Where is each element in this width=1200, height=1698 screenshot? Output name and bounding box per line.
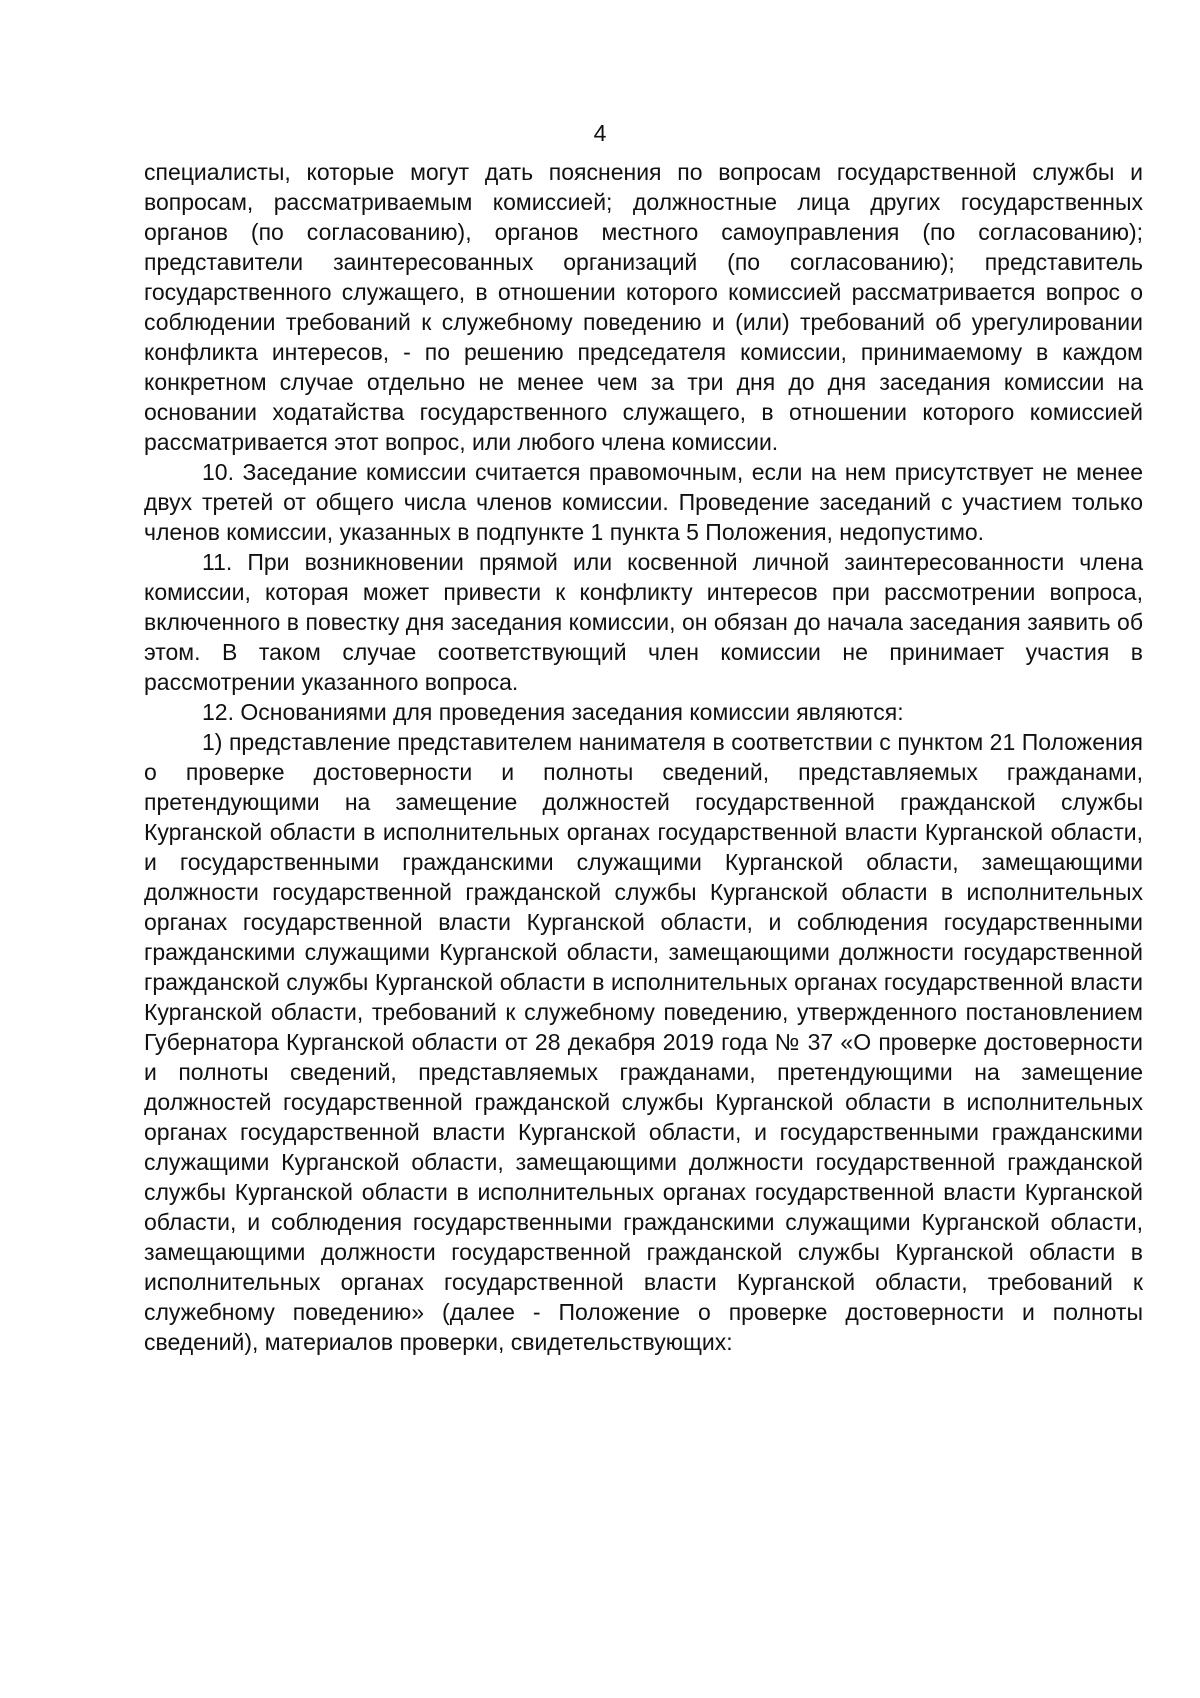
paragraph-item-11: 11. При возникновении прямой или косвенной личной заинтересованности члена комиссии, которая может привести к конфликту интересов при рассмотрении вопроса, включенного в повестку дня заседания комиссии, он обязан до начала заседания заявить об этом. В таком случае соответствующий член комиссии не принимает участия в рассмотрении указанного вопроса. xyxy=(144,549,1143,695)
document-body xyxy=(144,157,1143,1357)
paragraph-item-10: 10. Заседание комиссии считается правомочным, если на нем присутствует не менее двух третей от общего числа членов комиссии. Проведение заседаний с участием только членов комиссии, указанных в подпункте 1 пункта 5 Положения, недопустимо. xyxy=(144,459,1143,545)
page-number: 4 xyxy=(593,120,607,146)
paragraph-continuation: специалисты, которые могут дать пояснения по вопросам государственной службы и вопросам, рассматриваемым комиссией; должностные лица других государственных органов (по согласованию), органов местного самоуправления (по согласованию); представители заинтересованных организаций (по согласованию); представитель государственного служащего, в отношении которого комиссией рассматривается вопрос о соблюдении требований к служебному поведению и (или) требований об урегулировании конфликта интересов, - по решению председателя комиссии, принимаемому в каждом конкретном случае отдельно не менее чем за три дня до дня заседания комиссии на основании ходатайства государственного служащего, в отношении которого комиссией рассматривается этот вопрос, или любого члена комиссии. xyxy=(144,159,1143,455)
paragraph-subitem-1: 1) представление представителем нанимателя в соответствии с пунктом 21 Положения о проверке достоверности и полноты сведений, представляемых гражданами, претендующими на замещение должностей государственной гражданской службы Курганской области в исполнительных органах государственной власти Курганской области, и государственными гражданскими служащими Курганской области, замещающими должности государственной гражданской службы Курганской области в исполнительных органах государственной власти Курганской области, и соблюдения государственными гражданскими служащими Курганской области, замещающими должности государственной гражданской службы Курганской области в исполнительных органах государственной власти Курганской области, требований к служебному поведению, утвержденного постановлением Губернатора Курганской области от 28 декабря 2019 года № 37 «О проверке достоверности и полноты сведений, представляемых гражданами, претендующими на замещение должностей государственной гражданской службы Курганской области в исполнительных органах государственной власти Курганской области, и государственными гражданскими служащими Курганской области, замещающими должности государственной гражданской службы Курганской области в исполнительных органах государственной власти Курганской области, и соблюдения государственными гражданскими служащими Курганской области, замещающими должности государственной гражданской службы Курганской области в исполнительных органах государственной власти Курганской области, требований к служебному поведению» (далее - Положение о проверке достоверности и полноты сведений), материалов проверки, свидетельствующих: xyxy=(144,729,1143,1355)
paragraph-item-12: 12. Основаниями для проведения заседания комиссии являются: xyxy=(202,699,904,725)
